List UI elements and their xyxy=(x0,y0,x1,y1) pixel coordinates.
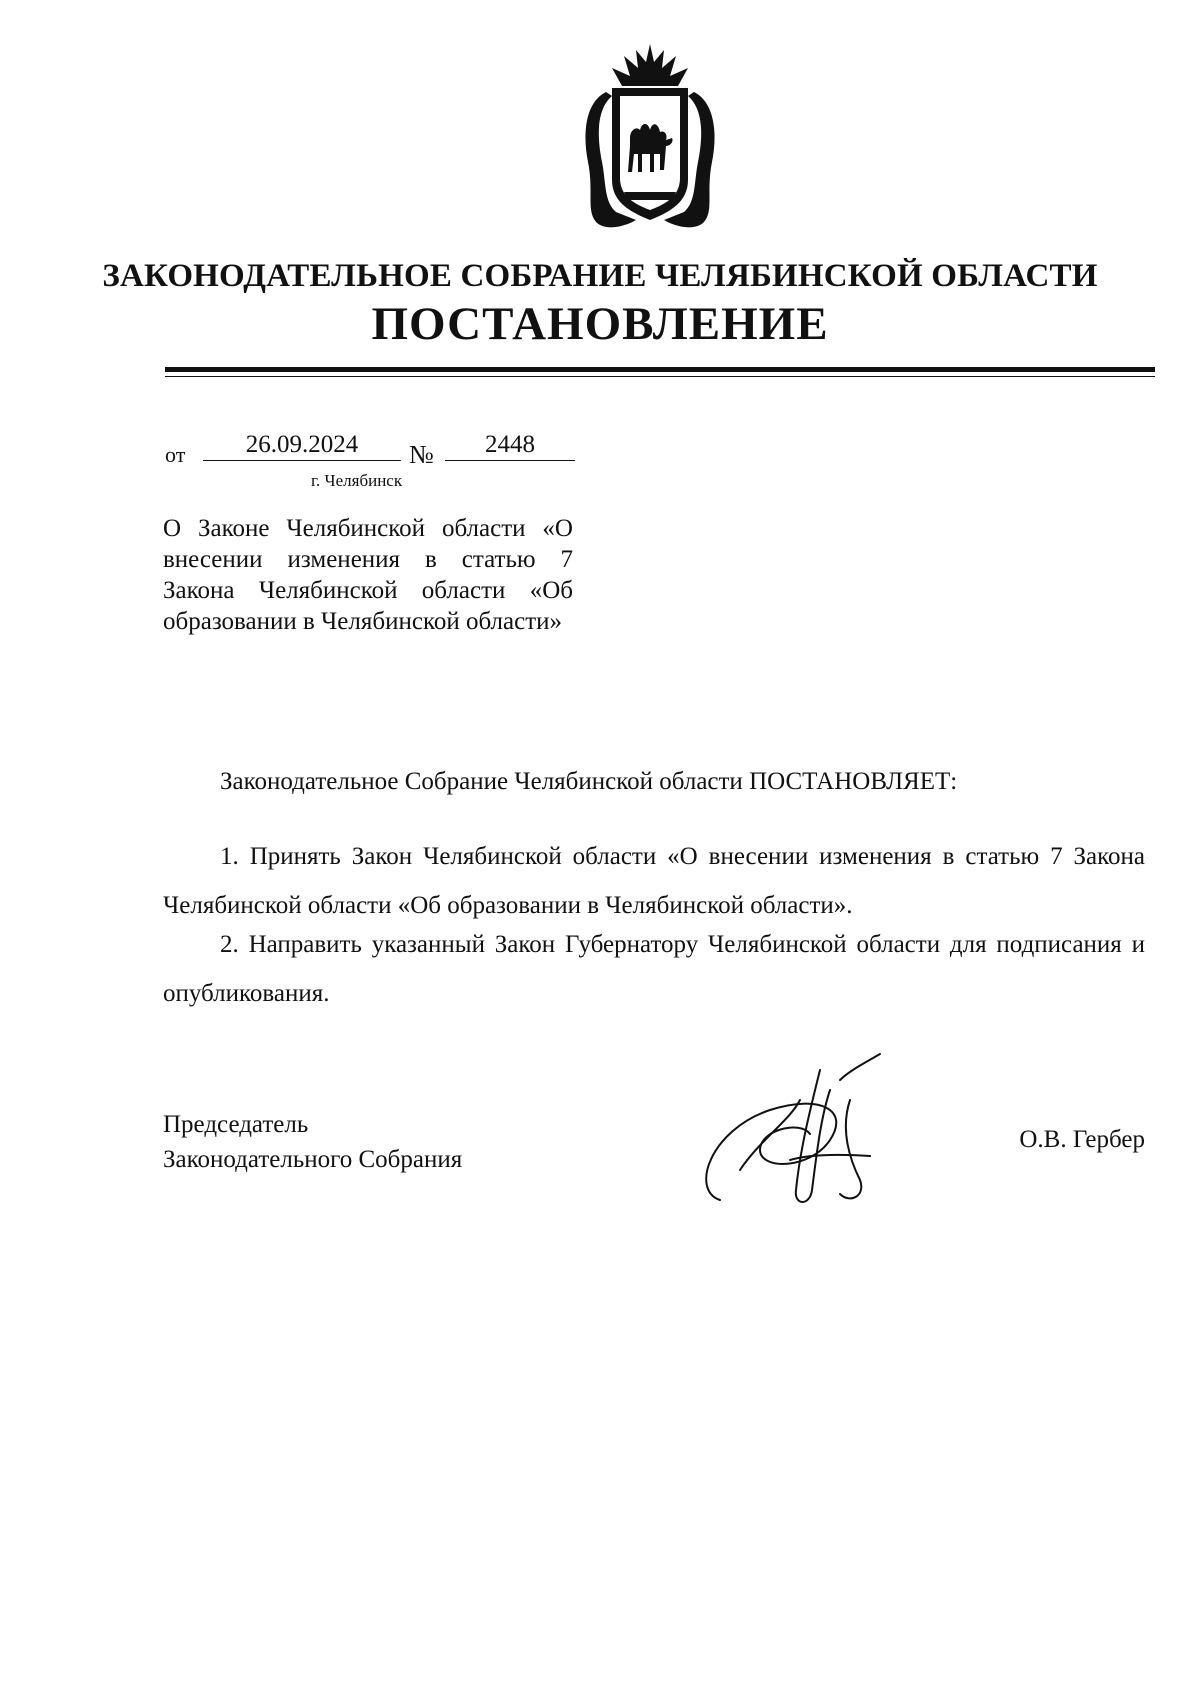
date-label: от xyxy=(165,442,186,467)
document-date: 26.09.2024 xyxy=(203,430,401,461)
coat-of-arms-icon xyxy=(576,42,724,236)
preamble: Законодательное Собрание Челябинской области ПОСТАНОВЛЯЕТ: xyxy=(220,768,958,795)
organization-name: ЗАКОНОДАТЕЛЬНОЕ СОБРАНИЕ ЧЕЛЯБИНСКОЙ ОБЛАСТИ xyxy=(102,258,1098,294)
signatory-name: О.В. Гербер xyxy=(1019,1126,1145,1153)
header-rule-thin xyxy=(165,376,1155,377)
header-rule-thick xyxy=(165,367,1155,372)
resolution-item-1: 1. Принять Закон Челябинской области «О внесении изменения в статью 7 Закона Челябинской области «Об образовании в Челябинской области». xyxy=(163,843,1145,919)
document-type-title: ПОСТАНОВЛЕНИЕ xyxy=(371,298,829,350)
signatory-role xyxy=(163,1107,462,1177)
signatory-role-line-2: Законодательного Собрания xyxy=(163,1146,463,1173)
document-subject: О Законе Челябинской области «О внесении изменения в статью 7 Закона Челябинской области «Об образовании в Челябинской области» xyxy=(163,515,573,635)
number-label: № xyxy=(409,440,434,469)
handwritten-signature-icon xyxy=(700,1050,935,1210)
document-number: 2448 xyxy=(445,430,575,461)
city-label: г. Челябинск xyxy=(311,471,403,490)
signatory-role-line-1: Председатель xyxy=(163,1111,309,1138)
resolution-item-2: 2. Направить указанный Закон Губернатору Челябинской области для подписания и опубликования. xyxy=(163,931,1145,1007)
